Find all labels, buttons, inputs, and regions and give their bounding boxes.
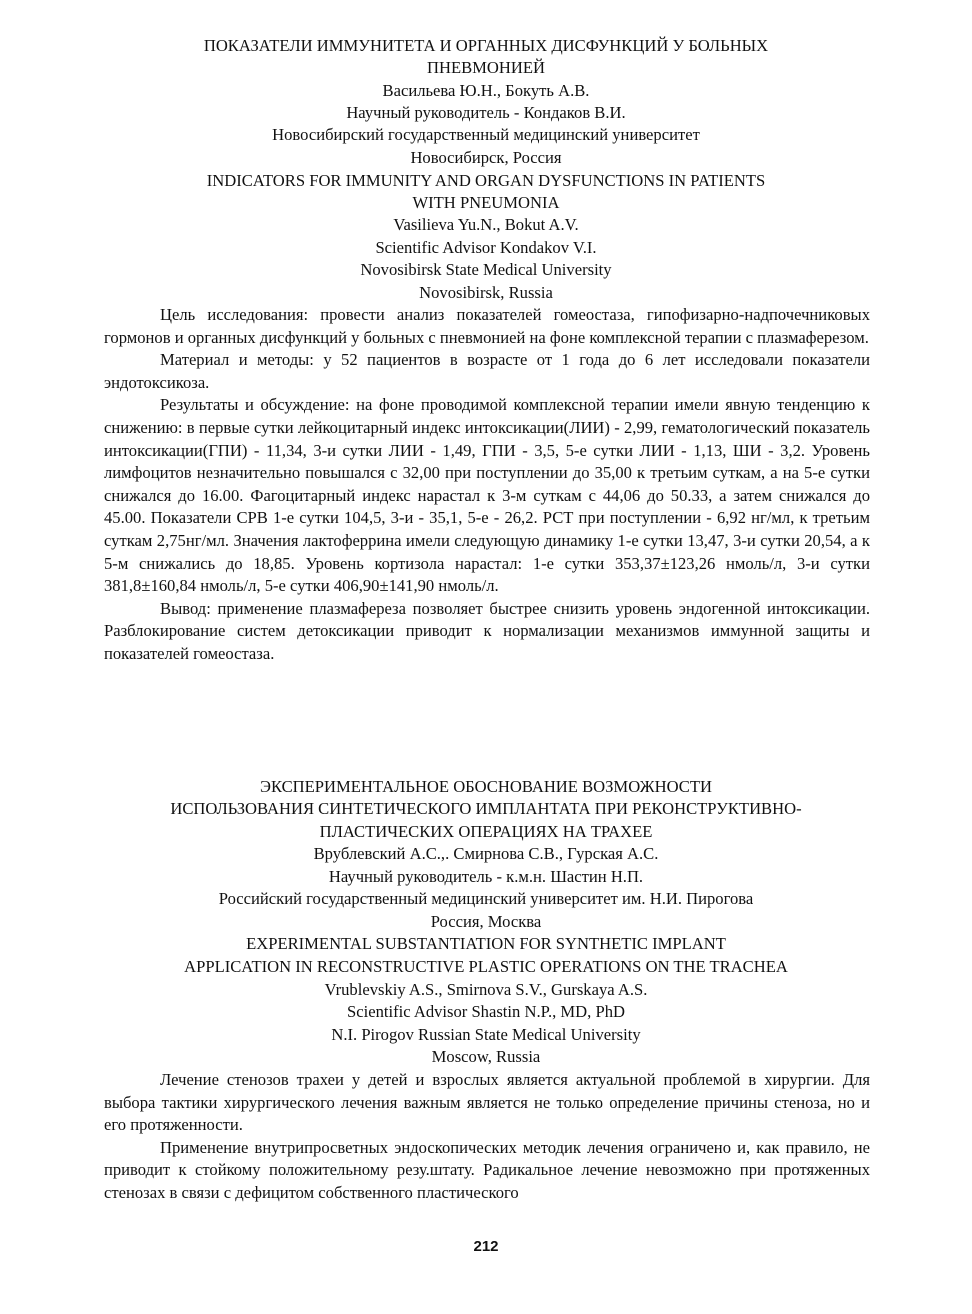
- article1-university-en: Novosibirsk State Medical University: [360, 260, 612, 279]
- article2-authors-ru: Врублевский А.С.,. Смирнова С.В., Гурская А.С.: [313, 844, 659, 863]
- article1-paragraph-conclusion: Вывод: применение плазмафереза позволяет быстрее снизить уровень эндогенной интоксикации. Разблокирование систем детоксикации приводит к нормализации механизмов иммунной защиты и показателей гомеостаза.: [104, 598, 870, 663]
- page-number: 212: [473, 1238, 499, 1255]
- article1-title-en-line1: INDICATORS FOR IMMUNITY AND ORGAN DYSFUNCTIONS IN PATIENTS: [206, 171, 766, 190]
- article1-authors-ru: Васильева Ю.Н., Бокуть А.В.: [382, 81, 590, 100]
- article2-title-en-line2: APPLICATION IN RECONSTRUCTIVE PLASTIC OPERATIONS ON THE TRACHEA: [184, 957, 788, 976]
- article2-university-en: N.I. Pirogov Russian State Medical University: [331, 1025, 641, 1044]
- article2-title-ru-line2: ИСПОЛЬЗОВАНИЯ СИНТЕТИЧЕСКОГО ИМПЛАНТАТА ПРИ РЕКОНСТРУКТИВНО-: [170, 799, 802, 818]
- article1-title-ru-line2: ПНЕВМОНИЕЙ: [427, 58, 545, 77]
- article1-body: [104, 304, 870, 666]
- article1-authors-en: Vasilieva Yu.N., Bokut A.V.: [393, 215, 579, 234]
- article1-paragraph-aim: Цель исследования: провести анализ показателей гомеостаза, гипофизарно-надпочечниковых гормонов и органных дисфункций у больных с пневмонией на фоне комплексной терапии с плазмаферезом.: [104, 305, 870, 347]
- article2-body: [104, 1069, 870, 1205]
- article1-advisor-ru: Научный руководитель - Кондаков В.И.: [346, 103, 626, 122]
- article1-city-en: Novosibirsk, Russia: [419, 283, 553, 302]
- article2-title-en-line1: EXPERIMENTAL SUBSTANTIATION FOR SYNTHETIC IMPLANT: [246, 934, 726, 953]
- article2-paragraph-methods: Применение внутрипросветных эндоскопических методик лечения ограничено и, как правило, не приводит к стойкому положительному резу.штату. Радикальное лечение невозможно при протяженных стенозах в связи с дефицитом собственного пластического: [104, 1137, 870, 1202]
- article1-title-ru-line1: ПОКАЗАТЕЛИ ИММУНИТЕТА И ОРГАННЫХ ДИСФУНКЦИЙ У БОЛЬНЫХ: [203, 36, 769, 55]
- article2-authors-en: Vrublevskiy A.S., Smirnova S.V., Gurskaya A.S.: [324, 980, 648, 999]
- article1-university-ru: Новосибирский государственный медицинский университет: [272, 125, 700, 144]
- article1-paragraph-methods: Материал и методы: у 52 пациентов в возрасте от 1 года до 6 лет исследовали показатели эндотоксикоза.: [104, 350, 870, 392]
- article2-title-ru-line3: ПЛАСТИЧЕСКИХ ОПЕРАЦИЯХ НА ТРАХЕЕ: [319, 822, 653, 841]
- article2-city-ru: Россия, Москва: [430, 912, 542, 931]
- article1-title-en-line2: WITH PNEUMONIA: [412, 193, 560, 212]
- article2-city-en: Moscow, Russia: [431, 1047, 541, 1066]
- article1-advisor-en: Scientific Advisor Kondakov V.I.: [375, 238, 597, 257]
- article2-advisor-ru: Научный руководитель - к.м.н. Шастин Н.П.: [328, 867, 644, 886]
- article1-city-ru: Новосибирск, Россия: [410, 148, 562, 167]
- article2-title-ru-line1: ЭКСПЕРИМЕНТАЛЬНОЕ ОБОСНОВАНИЕ ВОЗМОЖНОСТИ: [259, 777, 712, 796]
- article1-paragraph-results: Результаты и обсуждение: на фоне проводимой комплексной терапии имели явную тенденцию к снижению: в первые сутки лейкоцитарный индекс интоксикации(ЛИИ) - 2,99, гематологический показатель интоксикации(ГПИ) - 11,34, 3-и сутки ЛИИ - 1,49, ГПИ - 3,5, 5-е сутки ЛИИ - 1,13, ШИ - 3,2. Уровень лимфоцитов незначительно повышался с 32,00 при поступлении до 35,00 к третьим суткам, а на 5-е сутки снижался до 16.00. Фагоцитарный индекс нарастал к 3-м суткам с 44,06 до 50.33, а затем снижался до 45.00. Показатели СРВ 1-е сутки 104,5, 3-и - 35,1, 5-е - 26,2. РСТ при поступлении - 6,92 нг/мл, к третьим суткам 2,75нг/мл. Значения лактоферрина имели следующую динамику 1-е сутки 13,47, 3-и сутки 20,54, а к 5-м снижались до 18,85. Уровень кортизола нарастал: 1-е сутки 353,37±123,26 нмоль/л, 3-и сутки 381,8±160,84 нмоль/л, 5-е сутки 406,90±141,90 нмоль/л.: [104, 395, 870, 596]
- article2-advisor-en: Scientific Advisor Shastin N.P., MD, PhD: [347, 1002, 625, 1021]
- article2-university-ru: Российский государственный медицинский университет им. Н.И. Пирогова: [218, 889, 754, 908]
- article2-paragraph-intro: Лечение стенозов трахеи у детей и взрослых является актуальной проблемой в хирургии. Для выбора тактики хирургического лечения важным является не только определение причины стеноза, но и его протяженности.: [104, 1070, 870, 1135]
